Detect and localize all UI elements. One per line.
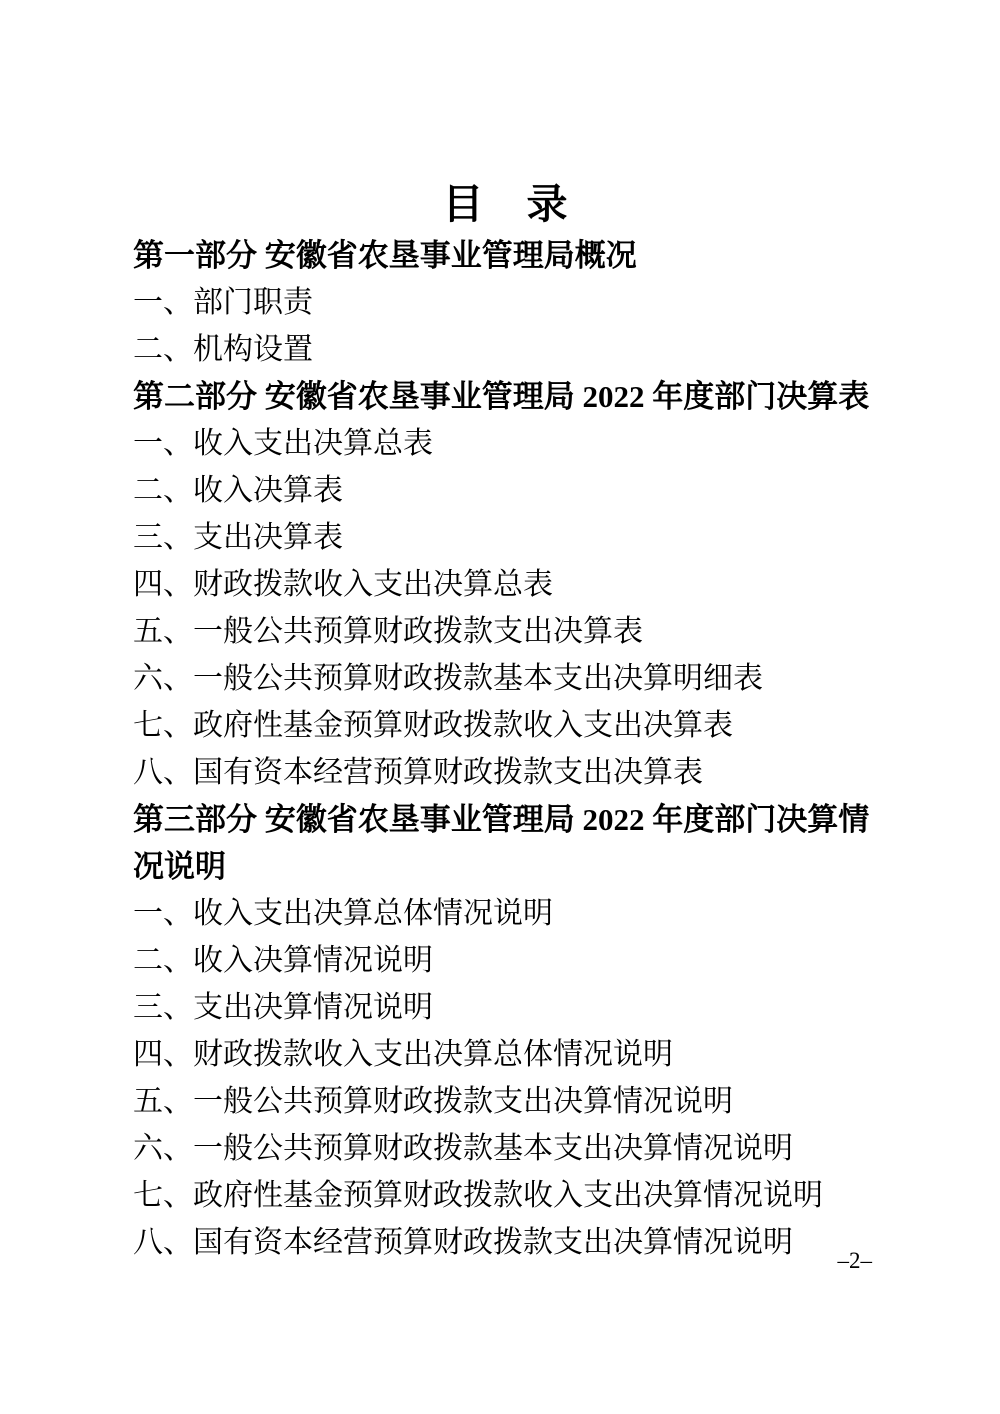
item-number: 四、: [133, 1038, 193, 1071]
item-number: 五、: [133, 615, 193, 648]
item-text: 一般公共预算财政拨款支出决算表: [193, 615, 643, 648]
item-text: 政府性基金预算财政拨款收入支出决算表: [193, 709, 733, 742]
toc-item: [133, 984, 878, 1031]
section-heading-1: 第一部分 安徽省农垦事业管理局概况: [133, 238, 637, 273]
item-text: 支出决算表: [193, 521, 343, 554]
item-number: 七、: [133, 1179, 193, 1212]
toc-item: [133, 420, 878, 467]
table-of-contents: [133, 232, 878, 1266]
toc-item: [133, 890, 878, 937]
page-number: –2–: [837, 1248, 872, 1273]
item-text: 国有资本经营预算财政拨款支出决算表: [193, 756, 703, 789]
item-number: 二、: [133, 333, 193, 366]
page-title: 目 录: [442, 180, 569, 228]
item-text: 国有资本经营预算财政拨款支出决算情况说明: [193, 1226, 793, 1259]
item-number: 四、: [133, 568, 193, 601]
item-number: 三、: [133, 991, 193, 1024]
toc-item: [133, 514, 878, 561]
item-text: 一般公共预算财政拨款支出决算情况说明: [193, 1085, 733, 1118]
item-number: 七、: [133, 709, 193, 742]
item-text: 财政拨款收入支出决算总体情况说明: [193, 1038, 673, 1071]
toc-item: [133, 279, 878, 326]
item-number: 二、: [133, 944, 193, 977]
item-text: 一般公共预算财政拨款基本支出决算情况说明: [193, 1132, 793, 1165]
toc-item: [133, 749, 878, 796]
toc-item: [133, 1172, 878, 1219]
toc-item: [133, 1219, 878, 1266]
item-number: 三、: [133, 521, 193, 554]
toc-item: [133, 561, 878, 608]
item-number: 六、: [133, 1132, 193, 1165]
toc-item: [133, 702, 878, 749]
item-number: 八、: [133, 756, 193, 789]
item-text: 收入支出决算总体情况说明: [193, 897, 553, 930]
item-text: 支出决算情况说明: [193, 991, 433, 1024]
item-number: 一、: [133, 286, 193, 319]
item-text: 一般公共预算财政拨款基本支出决算明细表: [193, 662, 763, 695]
item-number: 五、: [133, 1085, 193, 1118]
item-number: 一、: [133, 427, 193, 460]
section-heading-3: 第三部分 安徽省农垦事业管理局 2022 年度部门决算情况说明: [133, 802, 870, 884]
toc-item: [133, 937, 878, 984]
item-text: 收入支出决算总表: [193, 427, 433, 460]
item-text: 收入决算表: [193, 474, 343, 507]
toc-item: [133, 467, 878, 514]
toc-item: [133, 1031, 878, 1078]
toc-item: [133, 1125, 878, 1172]
item-text: 部门职责: [193, 286, 313, 319]
item-number: 二、: [133, 474, 193, 507]
item-text: 政府性基金预算财政拨款收入支出决算情况说明: [193, 1179, 823, 1212]
item-number: 六、: [133, 662, 193, 695]
item-number: 一、: [133, 897, 193, 930]
toc-item: [133, 655, 878, 702]
section-heading-2: 第二部分 安徽省农垦事业管理局 2022 年度部门决算表: [133, 379, 870, 414]
item-text: 机构设置: [193, 333, 313, 366]
item-text: 收入决算情况说明: [193, 944, 433, 977]
toc-item: [133, 608, 878, 655]
toc-item: [133, 1078, 878, 1125]
item-number: 八、: [133, 1226, 193, 1259]
item-text: 财政拨款收入支出决算总表: [193, 568, 553, 601]
toc-item: [133, 326, 878, 373]
